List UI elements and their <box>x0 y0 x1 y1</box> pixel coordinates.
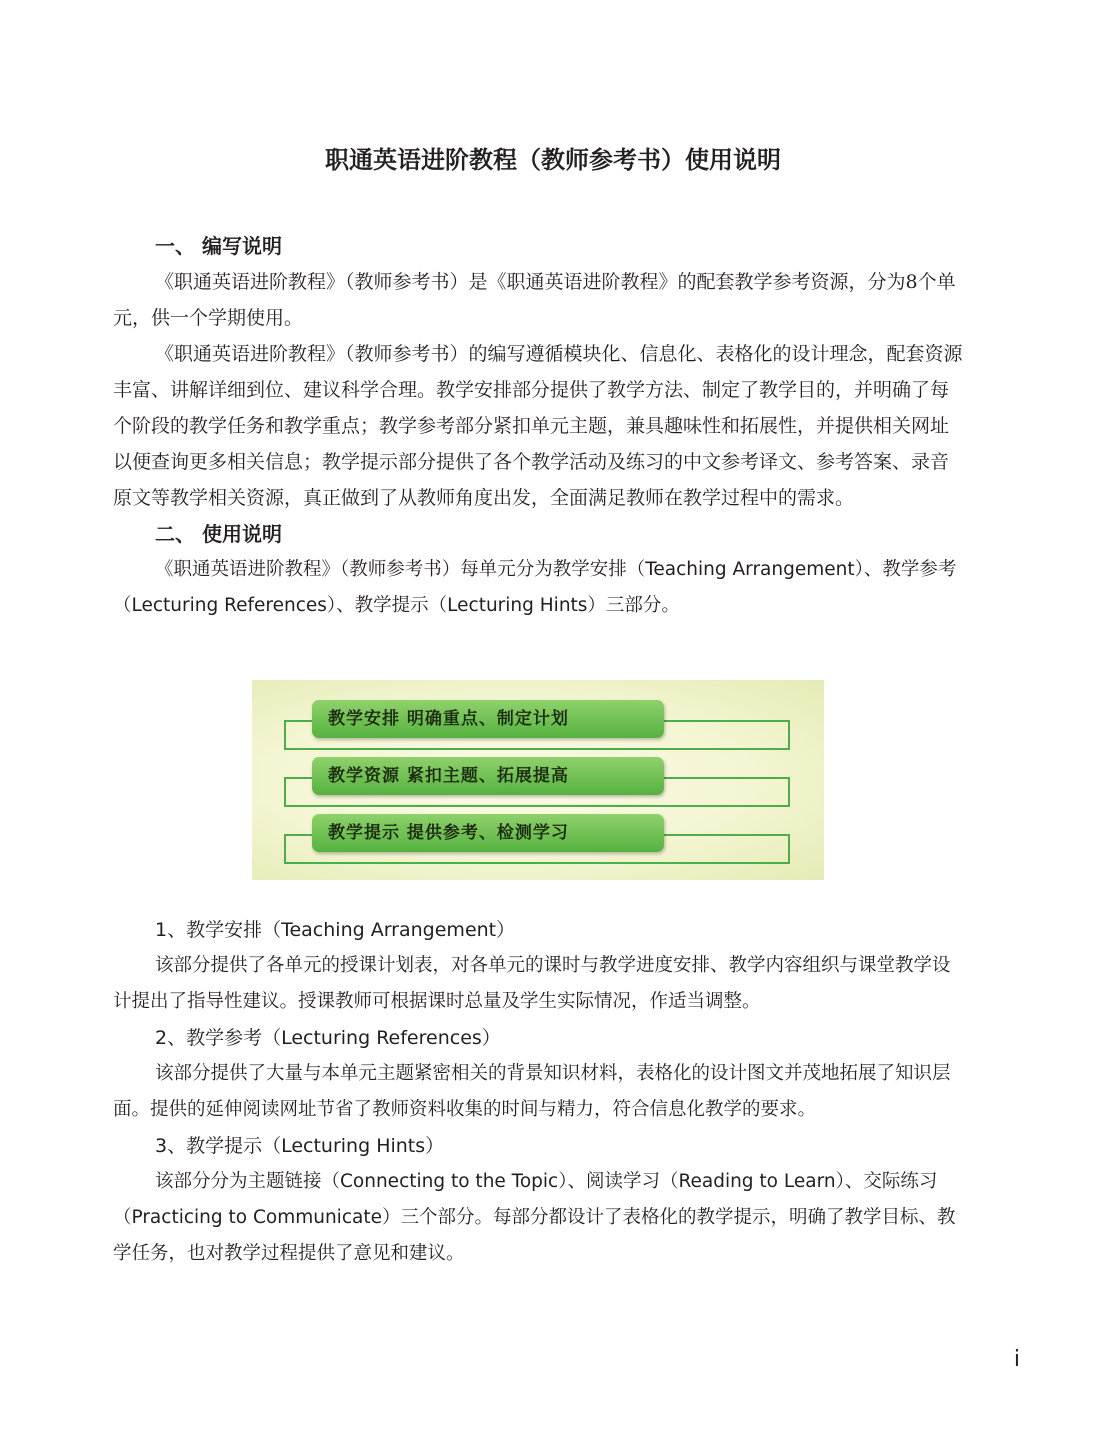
paragraph: 《职通英语进阶教程》（教师参考书）是《职通英语进阶教程》的配套教学参考资源，分为8个单元，供一个学期使用。 <box>113 271 956 329</box>
section-writing-notes <box>113 228 965 624</box>
section-heading: 一、 编写说明 <box>155 234 282 258</box>
paragraph: 该部分分为主题链接（Connecting to the Topic）、阅读学习（Reading to Learn）、交际练习（Practicing to Communicate）三个部分。每部分都设计了表格化的教学提示，明确了教学目标、教学任务，也对教学过程提供了意见和建议。 <box>113 1171 956 1264</box>
subsection-heading: 3、教学提示（Lecturing Hints） <box>155 1135 445 1157</box>
diagram-label: 教学安排 明确重点、制定计划 <box>312 700 664 738</box>
subsection-heading: 2、教学参考（Lecturing References） <box>155 1027 501 1049</box>
subsection-heading: 1、教学安排（Teaching Arrangement） <box>155 919 516 941</box>
diagram-row <box>252 757 824 809</box>
diagram-row <box>252 700 824 752</box>
paragraph: 该部分提供了大量与本单元主题紧密相关的背景知识材料，表格化的设计图文并茂地拓展了知识层面。提供的延伸阅读网址节省了教师资料收集的时间与精力，符合信息化教学的要求。 <box>113 1063 951 1120</box>
paragraph: 《职通英语进阶教程》（教师参考书）的编写遵循模块化、信息化、表格化的设计理念，配套资源丰富、讲解详细到位、建议科学合理。教学安排部分提供了教学方法、制定了教学目的，并明确了每个阶段的教学任务和教学重点；教学参考部分紧扣单元主题，兼具趣味性和拓展性，并提供相关网址以便查询更多相关信息；教学提示部分提供了各个教学活动及练习的中文参考译文、参考答案、录音原文等教学相关资源，真正做到了从教师角度出发，全面满足教师在教学过程中的需求。 <box>113 343 963 509</box>
paragraph: 《职通英语进阶教程》（教师参考书）每单元分为教学安排（Teaching Arrangement）、教学参考（Lecturing References）、教学提示（Lecturing Hints）三部分。 <box>113 559 957 616</box>
structure-diagram <box>252 680 824 880</box>
section-heading: 二、 使用说明 <box>155 522 282 546</box>
diagram-label: 教学提示 提供参考、检测学习 <box>312 814 664 852</box>
diagram-label: 教学资源 紧扣主题、拓展提高 <box>312 757 664 795</box>
page-title: 职通英语进阶教程（教师参考书）使用说明 <box>325 146 781 174</box>
diagram-row <box>252 814 824 866</box>
section-usage-details <box>113 912 965 1272</box>
paragraph: 该部分提供了各单元的授课计划表，对各单元的课时与教学进度安排、教学内容组织与课堂教学设计提出了指导性建议。授课教师可根据课时总量及学生实际情况，作适当调整。 <box>113 955 951 1012</box>
page-number: i <box>1013 1347 1020 1372</box>
